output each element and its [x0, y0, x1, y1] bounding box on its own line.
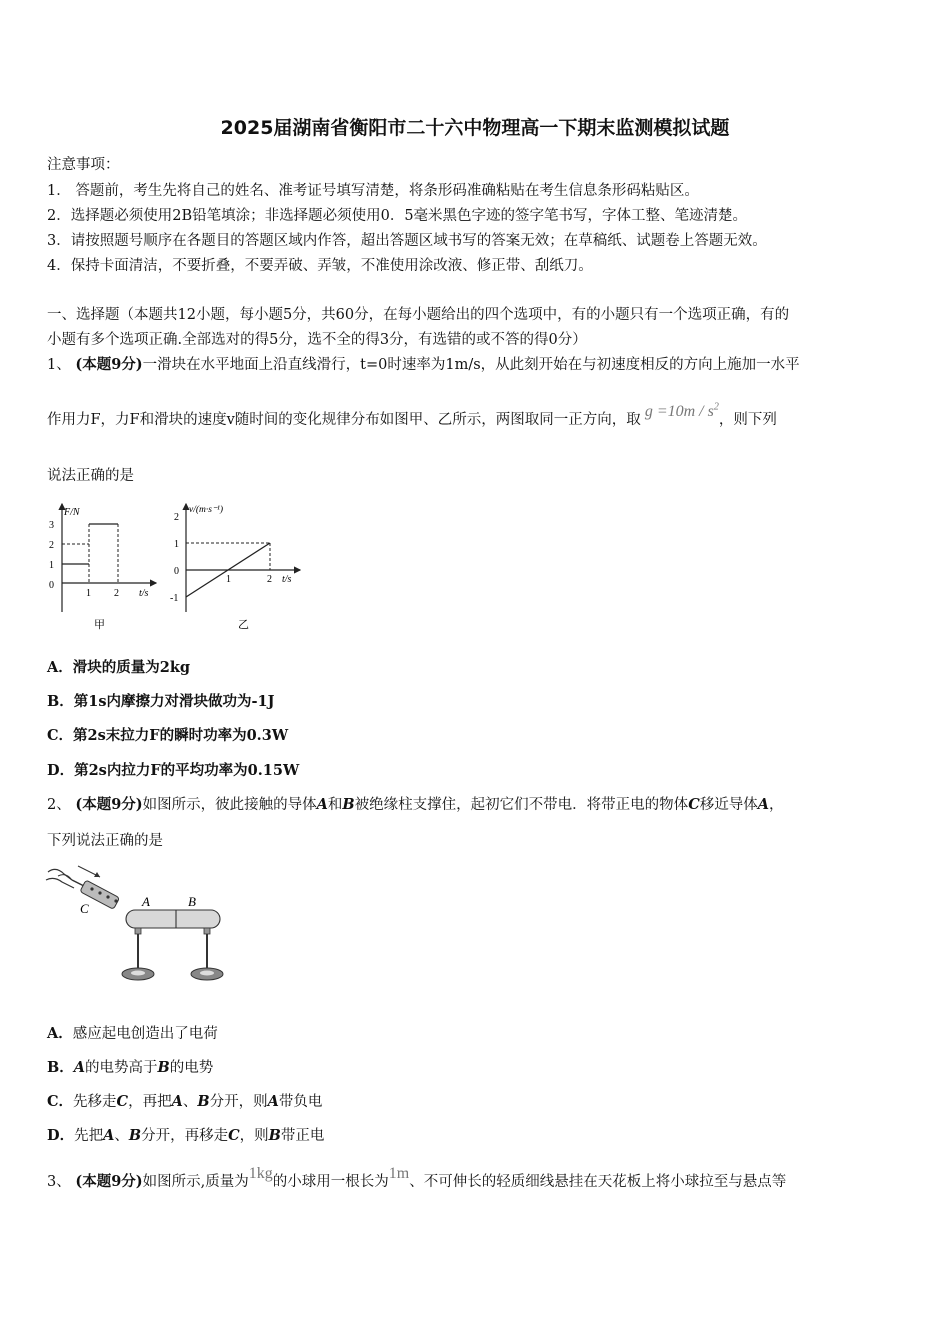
q2-score: (本题9分): [75, 796, 143, 813]
option-text: ，再把: [128, 1094, 172, 1110]
q1-option-c[interactable]: [47, 724, 288, 745]
q2-number: 2、: [47, 797, 71, 813]
q2-stem-line1: [47, 793, 784, 814]
y-tick-label: 0: [49, 580, 54, 591]
x-tick-label: 1: [226, 574, 231, 585]
q1-number: 1、: [47, 357, 71, 373]
option-text: 的电势: [169, 1060, 214, 1076]
option-text: 第2s内拉力F的平均功率为0.15W: [74, 762, 300, 779]
var-c: C: [228, 1127, 240, 1144]
gravity-formula: [641, 403, 719, 420]
option-text: ，则: [239, 1128, 269, 1144]
y-tick-label: 3: [49, 520, 54, 531]
var-b: B: [128, 1127, 142, 1144]
charge-dot: [114, 899, 117, 902]
option-text: 分开，则: [209, 1094, 268, 1110]
q3-score: (本题9分): [75, 1173, 143, 1190]
charge-dot: [106, 895, 109, 898]
q3-number: 3、: [47, 1174, 71, 1190]
section-heading-line1: 一、选择题（本题共12小题，每小题5分，共60分，在每小题给出的四个选项中，有的小题只有一个选项正确，有的: [47, 307, 790, 323]
var-b: B: [268, 1127, 281, 1144]
notice-item: 4．保持卡面清洁，不要折叠，不要弄破、弄皱，不准使用涂改液、修正带、刮纸刀。: [47, 258, 593, 274]
graph-caption: 乙: [238, 619, 249, 631]
q3-stem-text: 如图所示,质量为: [142, 1174, 249, 1190]
q1-stem-line3: 说法正确的是: [47, 468, 134, 484]
option-label: A．: [47, 659, 73, 676]
q3-stem-text: 、不可伸长的轻质细线悬挂在天花板上将小球拉至与悬点等: [409, 1174, 787, 1190]
notice-item: 2．选择题必须使用2B铅笔填涂；非选择题必须使用0．5毫米黑色字迹的签字笔书写，字体工整、笔迹清楚。: [47, 208, 748, 224]
x-axis-label: t/s: [282, 574, 292, 585]
option-label: C．: [47, 727, 74, 744]
option-text: 、: [182, 1094, 198, 1110]
gravity-formula-exponent: 2: [713, 401, 719, 413]
x-tick-label: 2: [267, 574, 272, 585]
label-a: A: [142, 894, 150, 909]
var-a: A: [171, 1093, 183, 1110]
q1-option-a[interactable]: [47, 656, 190, 677]
q1-stem-tail: ，则下列: [718, 412, 777, 428]
var-a: A: [103, 1127, 115, 1144]
q2-stem-text: 被绝缘柱支撑住，起初它们不带电．将带正电的物体: [354, 797, 689, 813]
q2-option-c[interactable]: [47, 1090, 322, 1111]
q2-option-a[interactable]: [47, 1022, 218, 1043]
option-text: 、: [114, 1128, 129, 1144]
y-tick-label: 2: [49, 540, 54, 551]
var-a: A: [73, 1059, 86, 1076]
q1-stem-text2: 作用力F，力F和滑块的速度v随时间的变化规律分布如图甲、乙所示，两图取同一正方向，取: [47, 412, 641, 428]
section-heading-line2: 小题有多个选项正确.全部选对的得5分，选不全的得3分，有选错的或不答的得0分）: [47, 332, 587, 348]
gravity-formula-text: g =10m / s: [644, 403, 714, 420]
option-text: 感应起电创造出了电荷: [72, 1026, 218, 1042]
q2-stem-text: ，: [769, 797, 784, 813]
label-b: B: [188, 894, 196, 909]
page-title: 2025届湖南省衡阳市二十六中物理高一下期末监测模拟试题: [220, 117, 730, 139]
graph-caption: 甲: [94, 619, 105, 631]
y-tick-label: 1: [174, 539, 179, 550]
q3-stem-line1: [47, 1165, 787, 1191]
q2-stem-text: 如图所示，彼此接触的导体: [142, 797, 317, 813]
var-c: C: [688, 796, 700, 813]
conductor-body: [126, 910, 220, 928]
var-b: B: [342, 796, 355, 813]
option-text: 的电势高于: [85, 1060, 158, 1076]
x-axis-label: t/s: [139, 588, 149, 599]
q1-stem-text: 一滑块在水平地面上沿直线滑行，t=0时速率为1m/s，从此刻开始在与初速度相反的方向上施加一水平: [142, 357, 800, 373]
y-tick-label: 1: [49, 560, 54, 571]
hand-icon: [46, 878, 74, 888]
var-b: B: [197, 1093, 210, 1110]
option-text: 第1s内摩擦力对滑块做功为-1J: [73, 693, 275, 710]
charge-dot: [90, 887, 93, 890]
q1-option-b[interactable]: [47, 690, 275, 711]
option-text: 先把: [74, 1128, 104, 1144]
q2-stem-text: 移近导体: [699, 797, 758, 813]
q2-stem-line2: 下列说法正确的是: [47, 833, 163, 849]
option-text: 第2s末拉力F的瞬时功率为0.3W: [73, 727, 289, 744]
stand-clamp: [135, 928, 141, 934]
velocity-time-graph: [168, 500, 308, 635]
q2-option-b[interactable]: [47, 1056, 213, 1077]
q2-option-d[interactable]: [47, 1124, 324, 1145]
q2-stem-text: 和: [327, 797, 343, 813]
rod-handle: [72, 880, 84, 886]
x-tick-label: 1: [86, 588, 91, 599]
q1-score: (本题9分): [75, 356, 143, 373]
option-text: 滑块的质量为2kg: [72, 659, 191, 676]
var-b: B: [157, 1059, 170, 1076]
q1-option-d[interactable]: [47, 759, 299, 780]
var-a: A: [316, 796, 328, 813]
length-value: 1m: [388, 1165, 410, 1182]
y-tick-label: 0: [174, 566, 179, 577]
q1-stem-line2: [47, 401, 777, 429]
label-c: C: [80, 901, 89, 916]
stand-base-highlight: [131, 971, 145, 976]
y-axis-label: v/(m·s⁻¹): [189, 505, 223, 515]
q1-stem-line1: [47, 353, 800, 374]
option-label: B．: [47, 693, 74, 710]
y-tick-label: -1: [170, 593, 179, 604]
option-text: 分开，再移走: [141, 1128, 229, 1144]
option-label: A．: [47, 1025, 73, 1042]
y-tick-label: 2: [174, 512, 179, 523]
charge-dot: [98, 891, 101, 894]
y-axis-label: F/N: [64, 507, 80, 518]
x-tick-label: 2: [114, 588, 119, 599]
option-label: B．: [47, 1059, 74, 1076]
option-text: 带正电: [280, 1128, 325, 1144]
option-text: 先移走: [73, 1094, 117, 1110]
q3-stem-text: 的小球用一根长为: [272, 1174, 389, 1190]
var-a: A: [757, 796, 769, 813]
stand-clamp: [204, 928, 210, 934]
notice-item: 1． 答题前，考生先将自己的姓名、准考证号填写清楚，将条形码准确粘贴在考生信息条形码粘贴区。: [47, 183, 699, 199]
force-time-graph: [44, 500, 162, 635]
mass-value: 1kg: [248, 1165, 273, 1182]
stand-base-highlight: [200, 971, 214, 976]
notice-heading: 注意事项：: [47, 157, 120, 173]
var-a: A: [267, 1093, 279, 1110]
option-text: 带负电: [278, 1094, 323, 1110]
conductor-figure: [42, 858, 232, 986]
option-label: D．: [47, 1127, 75, 1144]
option-label: D．: [47, 762, 75, 779]
var-c: C: [116, 1093, 129, 1110]
notice-item: 3．请按照题号顺序在各题目的答题区域内作答，超出答题区域书写的答案无效；在草稿纸、试题卷上答题无效。: [47, 233, 767, 249]
option-label: C．: [47, 1093, 74, 1110]
